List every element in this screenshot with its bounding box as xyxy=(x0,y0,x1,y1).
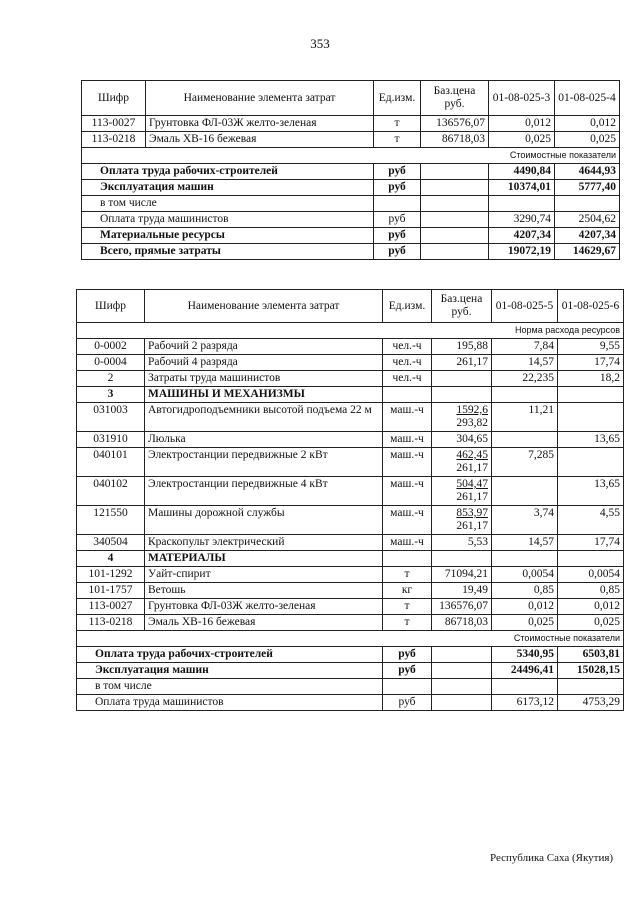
table-row xyxy=(77,432,624,448)
resource-value-a: 0,85 xyxy=(492,583,558,599)
summary-value-a: 19072,19 xyxy=(489,244,555,260)
resource-price: 86718,03 xyxy=(421,132,489,148)
table-row xyxy=(77,403,624,432)
summary-name: Всего, прямые затраты xyxy=(82,244,374,260)
price-primary: 136576,07 xyxy=(439,600,488,612)
summary-row xyxy=(77,679,624,695)
resource-unit: маш.-ч xyxy=(383,506,432,535)
note-label: Стоимостные показатели xyxy=(82,148,620,164)
header-col-a: 01-08-025-5 xyxy=(492,290,558,323)
resource-value-a: 0,0054 xyxy=(492,567,558,583)
resource-code: 2 xyxy=(77,371,145,387)
resource-price xyxy=(432,403,492,432)
resource-name: Электростанции передвижные 4 кВт xyxy=(145,477,383,506)
table-row xyxy=(77,339,624,355)
summary-value-b: 4207,34 xyxy=(555,228,620,244)
summary-value-b: 2504,62 xyxy=(555,212,620,228)
header-col-a: 01-08-025-3 xyxy=(489,81,555,116)
summary-name: Оплата труда машинистов xyxy=(77,695,383,711)
resource-code: 113-0027 xyxy=(77,599,145,615)
summary-row xyxy=(77,647,624,663)
resource-value-b: 18,2 xyxy=(558,371,624,387)
resource-value-b: 9,55 xyxy=(558,339,624,355)
table-row xyxy=(77,567,624,583)
summary-value-b: 5777,40 xyxy=(555,180,620,196)
summary-value-a xyxy=(492,679,558,695)
price-primary: 1592,6 xyxy=(456,404,488,416)
header-col-b: 01-08-025-6 xyxy=(558,290,624,323)
resource-code: 0-0004 xyxy=(77,355,145,371)
resource-code: 040101 xyxy=(77,448,145,477)
resource-value-a xyxy=(492,477,558,506)
table-row xyxy=(77,583,624,599)
table-row xyxy=(77,599,624,615)
header-name: Наименование элемента затрат xyxy=(146,81,374,116)
section-number: 4 xyxy=(77,551,145,567)
price-secondary: 293,82 xyxy=(456,417,488,429)
price-primary: 71094,21 xyxy=(444,568,488,580)
resource-price: 136576,07 xyxy=(421,116,489,132)
summary-value-b xyxy=(558,679,624,695)
header-code: Шифр xyxy=(77,290,145,323)
resource-unit: т xyxy=(374,116,421,132)
header-name: Наименование элемента затрат xyxy=(145,290,383,323)
resource-unit: маш.-ч xyxy=(383,448,432,477)
resource-value-b xyxy=(558,403,624,432)
table-row xyxy=(77,448,624,477)
summary-row xyxy=(82,228,620,244)
summary-empty xyxy=(421,164,489,180)
summary-value-b: 14629,67 xyxy=(555,244,620,260)
summary-unit: руб xyxy=(374,180,421,196)
summary-unit: руб xyxy=(374,164,421,180)
resource-code: 121550 xyxy=(77,506,145,535)
summary-name: Материальные ресурсы xyxy=(82,228,374,244)
summary-value-b: 4753,29 xyxy=(558,695,624,711)
resource-value-b: 0,025 xyxy=(558,615,624,631)
summary-empty xyxy=(421,228,489,244)
summary-value-a: 4490,84 xyxy=(489,164,555,180)
resource-value-b xyxy=(558,448,624,477)
summary-row xyxy=(82,164,620,180)
section-empty xyxy=(432,387,492,403)
resource-unit: чел.-ч xyxy=(383,371,432,387)
summary-empty xyxy=(432,679,492,695)
price-secondary: 261,17 xyxy=(456,462,488,474)
price-primary: 853,97 xyxy=(456,507,488,519)
summary-value-a: 6173,12 xyxy=(492,695,558,711)
section-row xyxy=(77,387,624,403)
resource-code: 040102 xyxy=(77,477,145,506)
summary-name: в том числе xyxy=(82,196,374,212)
summary-empty xyxy=(432,695,492,711)
resource-name: Грунтовка ФЛ-03Ж желто-зеленая xyxy=(146,116,374,132)
resource-price xyxy=(432,355,492,371)
header-col-b: 01-08-025-4 xyxy=(555,81,620,116)
resource-name: Люлька xyxy=(145,432,383,448)
table-row xyxy=(82,132,620,148)
summary-row xyxy=(77,663,624,679)
resource-value-a: 11,21 xyxy=(492,403,558,432)
resource-price xyxy=(432,506,492,535)
resource-value-a: 14,57 xyxy=(492,355,558,371)
resource-price xyxy=(432,599,492,615)
resource-value-b: 0,0054 xyxy=(558,567,624,583)
price-primary: 261,17 xyxy=(456,356,488,368)
section-empty xyxy=(492,387,558,403)
resource-code: 101-1292 xyxy=(77,567,145,583)
resource-code: 113-0218 xyxy=(82,132,146,148)
resource-code: 101-1757 xyxy=(77,583,145,599)
price-secondary: 261,17 xyxy=(456,520,488,532)
summary-row xyxy=(82,180,620,196)
resource-unit: маш.-ч xyxy=(383,403,432,432)
header-price: Баз.цена руб. xyxy=(432,290,492,323)
summary-name: Оплата труда рабочих-строителей xyxy=(82,164,374,180)
resource-value-a: 14,57 xyxy=(492,535,558,551)
table-row xyxy=(77,615,624,631)
summary-row xyxy=(82,196,620,212)
price-primary: 462,45 xyxy=(456,449,488,461)
note-label: Стоимостные показатели xyxy=(77,631,624,647)
section-title: МАШИНЫ И МЕХАНИЗМЫ xyxy=(145,387,383,403)
resource-value-b: 13,65 xyxy=(558,432,624,448)
summary-row xyxy=(82,244,620,260)
section-row xyxy=(77,551,624,567)
note-label: Норма расхода ресурсов xyxy=(77,323,624,339)
section-empty xyxy=(558,387,624,403)
note-row xyxy=(77,323,624,339)
resource-code: 031003 xyxy=(77,403,145,432)
section-title: МАТЕРИАЛЫ xyxy=(145,551,383,567)
summary-value-a: 3290,74 xyxy=(489,212,555,228)
resource-name: Автогидроподъемники высотой подъема 22 м xyxy=(145,403,383,432)
resource-price xyxy=(432,567,492,583)
section-empty xyxy=(492,551,558,567)
resource-code: 113-0027 xyxy=(82,116,146,132)
resource-unit: чел.-ч xyxy=(383,355,432,371)
summary-name: Эксплуатация машин xyxy=(77,663,383,679)
footer-region-label: Республика Саха (Якутия) xyxy=(490,852,614,864)
resource-unit: т xyxy=(383,567,432,583)
summary-unit: руб xyxy=(374,212,421,228)
summary-name: Эксплуатация машин xyxy=(82,180,374,196)
table-row xyxy=(77,477,624,506)
table-row xyxy=(77,506,624,535)
resource-name: Машины дорожной службы xyxy=(145,506,383,535)
summary-unit: руб xyxy=(374,228,421,244)
resource-price xyxy=(432,477,492,506)
resource-value-a: 0,025 xyxy=(492,615,558,631)
header-row xyxy=(82,81,620,116)
resource-value-b: 0,85 xyxy=(558,583,624,599)
summary-value-b: 15028,15 xyxy=(558,663,624,679)
resource-unit: т xyxy=(383,599,432,615)
resource-unit: маш.-ч xyxy=(383,535,432,551)
resource-name: Грунтовка ФЛ-03Ж желто-зеленая xyxy=(145,599,383,615)
resource-value-b: 13,65 xyxy=(558,477,624,506)
cost-table-2 xyxy=(76,289,624,711)
resource-name: Ветошь xyxy=(145,583,383,599)
price-secondary: 261,17 xyxy=(456,491,488,503)
table-row xyxy=(77,371,624,387)
summary-value-b: 6503,81 xyxy=(558,647,624,663)
summary-empty xyxy=(421,244,489,260)
summary-value-b: 4644,93 xyxy=(555,164,620,180)
resource-name: Рабочий 4 разряда xyxy=(145,355,383,371)
resource-code: 113-0218 xyxy=(77,615,145,631)
summary-unit: руб xyxy=(374,244,421,260)
resource-unit: маш.-ч xyxy=(383,477,432,506)
resource-name: Рабочий 2 разряда xyxy=(145,339,383,355)
summary-row xyxy=(82,212,620,228)
resource-price xyxy=(432,615,492,631)
price-primary: 304,65 xyxy=(456,433,488,445)
resource-name: Затраты труда машинистов xyxy=(145,371,383,387)
summary-unit: руб xyxy=(383,663,432,679)
resource-code: 031910 xyxy=(77,432,145,448)
resource-value-b: 0,012 xyxy=(555,116,620,132)
price-primary: 19,49 xyxy=(462,584,488,596)
note-row xyxy=(77,631,624,647)
summary-unit xyxy=(383,679,432,695)
resource-price xyxy=(432,432,492,448)
table-row xyxy=(77,535,624,551)
header-unit: Ед.изм. xyxy=(374,81,421,116)
summary-empty xyxy=(432,647,492,663)
resource-value-b: 4,55 xyxy=(558,506,624,535)
resource-price xyxy=(432,583,492,599)
section-empty xyxy=(558,551,624,567)
resource-price xyxy=(432,371,492,387)
summary-empty xyxy=(421,212,489,228)
summary-name: Оплата труда рабочих-строителей xyxy=(77,647,383,663)
resource-value-b: 0,012 xyxy=(558,599,624,615)
summary-name: в том числе xyxy=(77,679,383,695)
resource-value-a: 0,025 xyxy=(489,132,555,148)
page-number: 353 xyxy=(310,36,330,51)
resource-value-a: 7,285 xyxy=(492,448,558,477)
resource-value-b: 17,74 xyxy=(558,355,624,371)
table-row xyxy=(77,355,624,371)
resource-unit: маш.-ч xyxy=(383,432,432,448)
summary-value-a: 5340,95 xyxy=(492,647,558,663)
resource-unit: т xyxy=(374,132,421,148)
section-number: 3 xyxy=(77,387,145,403)
summary-value-a: 24496,41 xyxy=(492,663,558,679)
summary-empty xyxy=(421,180,489,196)
summary-value-a xyxy=(489,196,555,212)
section-empty xyxy=(383,387,432,403)
resource-code: 340504 xyxy=(77,535,145,551)
price-primary: 5,53 xyxy=(467,536,488,548)
header-row xyxy=(77,290,624,323)
resource-unit: чел.-ч xyxy=(383,339,432,355)
header-unit: Ед.изм. xyxy=(383,290,432,323)
price-primary: 504,47 xyxy=(456,478,488,490)
summary-unit: руб xyxy=(383,695,432,711)
section-empty xyxy=(383,551,432,567)
header-price: Баз.цена руб. xyxy=(421,81,489,116)
resource-value-a: 0,012 xyxy=(489,116,555,132)
resource-name: Электростанции передвижные 2 кВт xyxy=(145,448,383,477)
resource-name: Эмаль ХВ-16 бежевая xyxy=(145,615,383,631)
summary-value-a: 10374,01 xyxy=(489,180,555,196)
resource-name: Уайт-спирит xyxy=(145,567,383,583)
summary-unit xyxy=(374,196,421,212)
cost-table-1 xyxy=(81,80,620,260)
resource-unit: т xyxy=(383,615,432,631)
resource-value-a: 0,012 xyxy=(492,599,558,615)
resource-price xyxy=(432,339,492,355)
price-primary: 195,88 xyxy=(456,340,488,352)
resource-value-b: 17,74 xyxy=(558,535,624,551)
header-code: Шифр xyxy=(82,81,146,116)
resource-value-a: 3,74 xyxy=(492,506,558,535)
summary-name: Оплата труда машинистов xyxy=(82,212,374,228)
resource-price xyxy=(432,535,492,551)
summary-empty xyxy=(421,196,489,212)
resource-value-a: 22,235 xyxy=(492,371,558,387)
resource-value-a xyxy=(492,432,558,448)
summary-empty xyxy=(432,663,492,679)
summary-value-a: 4207,34 xyxy=(489,228,555,244)
price-primary: 86718,03 xyxy=(444,616,488,628)
summary-row xyxy=(77,695,624,711)
resource-price xyxy=(432,448,492,477)
table-row xyxy=(82,116,620,132)
resource-code: 0-0002 xyxy=(77,339,145,355)
summary-value-b xyxy=(555,196,620,212)
note-row xyxy=(82,148,620,164)
resource-name: Эмаль ХВ-16 бежевая xyxy=(146,132,374,148)
summary-unit: руб xyxy=(383,647,432,663)
resource-unit: кг xyxy=(383,583,432,599)
resource-value-a: 7,84 xyxy=(492,339,558,355)
resource-name: Краскопульт электрический xyxy=(145,535,383,551)
section-empty xyxy=(432,551,492,567)
resource-value-b: 0,025 xyxy=(555,132,620,148)
